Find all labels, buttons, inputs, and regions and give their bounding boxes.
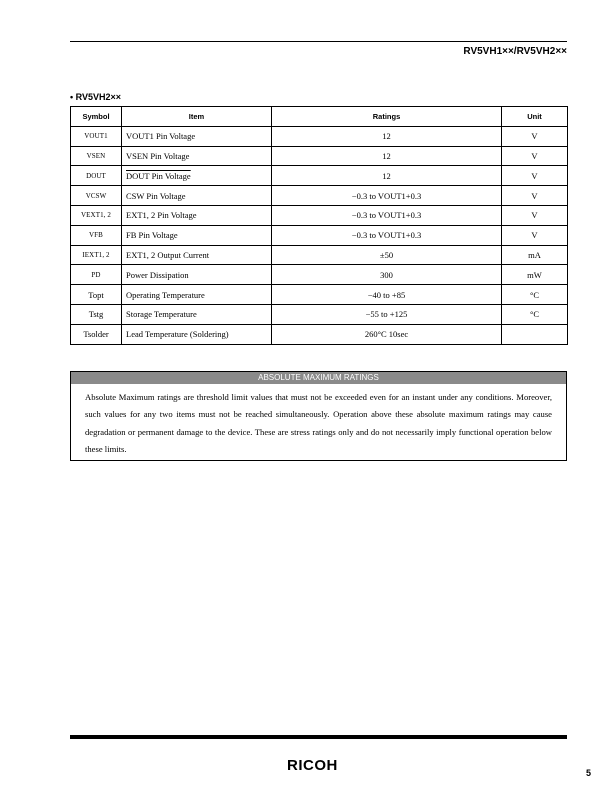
col-unit: Unit: [502, 107, 568, 127]
cell-unit: °C: [502, 304, 568, 324]
cell-rating: 300: [272, 265, 502, 285]
cell-item: VOUT1 Pin Voltage: [122, 126, 272, 146]
notice-text: Absolute Maximum ratings are threshold limit values that must not be exceeded even for an instant under any conditions. Moreover, such values for any two items must not be reached simultaneously. Operation above these absolute maximum ratings may cause degradation or permanent damage to the device. These are stress ratings only and do not necessarily imply functional operation below these limits.: [85, 392, 552, 455]
col-symbol: Symbol: [71, 107, 122, 127]
ratings-table: [70, 106, 568, 345]
footer-rule: [70, 735, 567, 739]
cell-rating: −0.3 to VOUT1+0.3: [272, 225, 502, 245]
cell-symbol: VSEN: [71, 146, 122, 166]
cell-item: EXT1, 2 Pin Voltage: [122, 205, 272, 225]
cell-rating: ±50: [272, 245, 502, 265]
cell-item: EXT1, 2 Output Current: [122, 245, 272, 265]
table-row: [71, 166, 568, 186]
table-row: [71, 225, 568, 245]
cell-symbol: VOUT1: [71, 126, 122, 146]
cell-symbol: VEXT1, 2: [71, 205, 122, 225]
table-row: [71, 304, 568, 324]
ricoh-logo: RICOH: [287, 757, 338, 774]
cell-unit: V: [502, 126, 568, 146]
table-header-row: [71, 107, 568, 127]
cell-item: Lead Temperature (Soldering): [122, 324, 272, 344]
notice-title: ABSOLUTE MAXIMUM RATINGS: [71, 372, 566, 384]
cell-unit: [502, 324, 568, 344]
col-item: Item: [122, 107, 272, 127]
header-title: RV5VH1××/RV5VH2××: [463, 46, 567, 57]
cell-unit: V: [502, 166, 568, 186]
cell-rating: −55 to +125: [272, 304, 502, 324]
cell-item: Storage Temperature: [122, 304, 272, 324]
cell-rating: 12: [272, 126, 502, 146]
table-row: [71, 205, 568, 225]
header-rule: [70, 41, 567, 42]
cell-unit: V: [502, 205, 568, 225]
cell-symbol: Tsolder: [71, 324, 122, 344]
cell-unit: V: [502, 186, 568, 206]
cell-unit: mA: [502, 245, 568, 265]
cell-item: Operating Temperature: [122, 285, 272, 305]
cell-rating: −0.3 to VOUT1+0.3: [272, 186, 502, 206]
cell-rating: −0.3 to VOUT1+0.3: [272, 205, 502, 225]
cell-symbol: VFB: [71, 225, 122, 245]
cell-rating: −40 to +85: [272, 285, 502, 305]
section-title: • RV5VH2××: [70, 92, 122, 102]
table-row: [71, 285, 568, 305]
cell-symbol: IEXT1, 2: [71, 245, 122, 265]
table-row: [71, 126, 568, 146]
cell-symbol: PD: [71, 265, 122, 285]
cell-item: Power Dissipation: [122, 265, 272, 285]
cell-symbol: Topt: [71, 285, 122, 305]
table-row: [71, 324, 568, 344]
table-row: [71, 186, 568, 206]
table-row: [71, 146, 568, 166]
col-ratings: Ratings: [272, 107, 502, 127]
cell-unit: mW: [502, 265, 568, 285]
absolute-max-notice: [70, 371, 567, 461]
cell-unit: V: [502, 225, 568, 245]
cell-item: FB Pin Voltage: [122, 225, 272, 245]
cell-symbol: Tstg: [71, 304, 122, 324]
cell-unit: V: [502, 146, 568, 166]
table-row: [71, 245, 568, 265]
cell-item: VSEN Pin Voltage: [122, 146, 272, 166]
cell-rating: 260°C 10sec: [272, 324, 502, 344]
cell-rating: 12: [272, 146, 502, 166]
table-row: [71, 265, 568, 285]
cell-unit: °C: [502, 285, 568, 305]
cell-symbol: VCSW: [71, 186, 122, 206]
cell-symbol: DOUT: [71, 166, 122, 186]
cell-rating: 12: [272, 166, 502, 186]
page-number: 5: [586, 768, 592, 778]
cell-item: DOUT Pin Voltage: [122, 166, 272, 186]
cell-item: CSW Pin Voltage: [122, 186, 272, 206]
